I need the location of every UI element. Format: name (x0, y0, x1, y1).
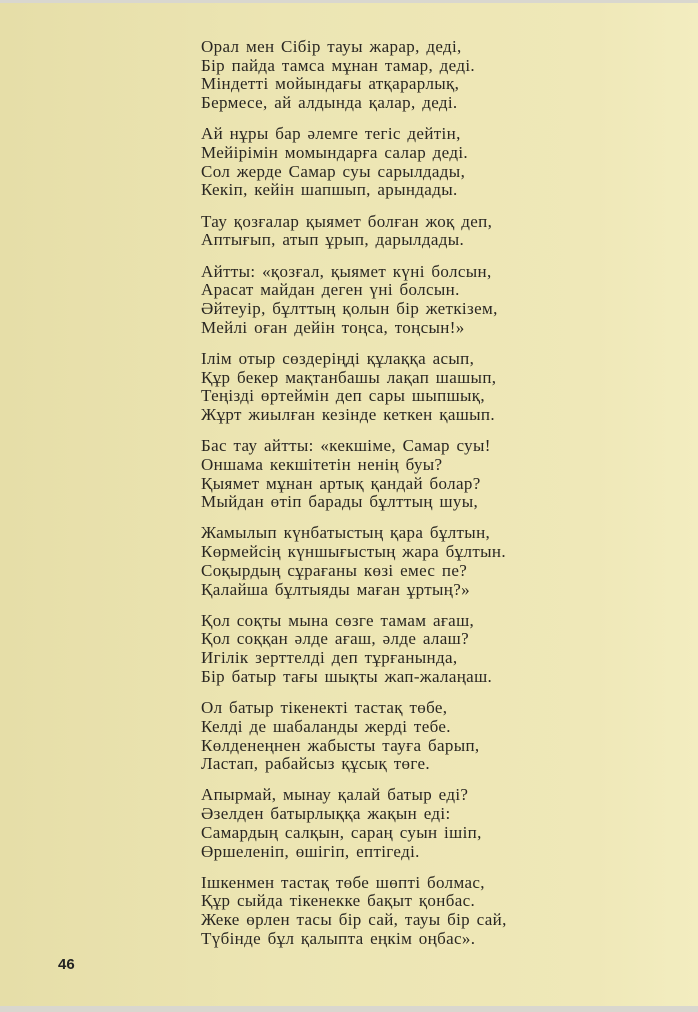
poem-line: Жеке өрлен тасы бір сай, тауы бір сай, (201, 910, 507, 930)
stanza (201, 263, 507, 338)
poem-line: Бір батыр тағы шықты жап-жалаңаш. (201, 666, 493, 686)
stanza (201, 612, 507, 687)
stanza (201, 786, 507, 861)
poem-line: Қыямет мұнан артық қандай болар? (201, 473, 481, 493)
poem-text (201, 38, 507, 961)
poem-line: Өршеленіп, өшігіп, ептігеді. (201, 841, 420, 861)
poem-line: Соқырдың сұрағаны көзі емес пе? (201, 560, 468, 580)
poem-line: Арасат майдан деген үні болсын. (201, 280, 460, 300)
stanza (201, 350, 507, 425)
poem-line: Жамылып күнбатыстың қара бұлтын, (201, 523, 491, 543)
poem-line: Мейлі оған дейін тоңса, тоңсын!» (201, 317, 465, 337)
poem-line: Мыйдан өтіп барады бұлттың шуы, (201, 492, 479, 512)
stanza (201, 874, 507, 949)
stanza (201, 125, 507, 200)
poem-line: Кекіп, кейін шапшып, арындады. (201, 180, 458, 200)
poem-line: Әйтеуір, бұлттың қолын бір жеткізем, (201, 298, 498, 318)
poem-line: Оншама кекшітетін ненің буы? (201, 454, 443, 474)
poem-line: Қалайша бұлтыяды маған ұртың?» (201, 579, 470, 599)
stanza (201, 38, 507, 113)
book-page (0, 3, 698, 1006)
poem-line: Ілім отыр сөздеріңді құлаққа асып, (201, 348, 475, 368)
poem-line: Ай нұры бар әлемге тегіс дейтін, (201, 124, 461, 144)
stanza (201, 699, 507, 774)
poem-line: Жұрт жиылған кезінде кеткен қашып. (201, 404, 495, 424)
poem-line: Көлденеңнен жабысты тауға барып, (201, 735, 480, 755)
poem-line: Аптығып, атып ұрып, дарылдады. (201, 230, 465, 250)
poem-line: Қол соқты мына сөзге тамам ағаш, (201, 610, 475, 630)
poem-line: Ішкенмен тастақ төбе шөпті болмас, (201, 872, 485, 892)
poem-line: Самардың салқын, сараң суын ішіп, (201, 822, 482, 842)
stanza (201, 213, 507, 250)
poem-line: Теңізді өртеймін деп сары шыпшық, (201, 386, 486, 406)
poem-line: Бас тау айтты: «кекшіме, Самар суы! (201, 436, 491, 456)
page-number: 46 (58, 956, 75, 973)
poem-line: Тау қозғалар қыямет болған жоқ деп, (201, 211, 493, 231)
poem-line: Мейірімін момындарға салар деді. (201, 143, 469, 163)
poem-line: Бір пайда тамса мұнан тамар, деді. (201, 55, 476, 75)
poem-line: Орал мен Сібір тауы жарар, деді, (201, 37, 462, 56)
poem-line: Ол батыр тікенекті тастақ төбе, (201, 698, 448, 718)
poem-line: Қол соққан әлде ағаш, әлде алаш? (201, 629, 469, 649)
poem-line: Көрмейсің күншығыстың жара бұлтын. (201, 542, 506, 562)
poem-line: Айтты: «қозғал, қыямет күні болсын, (201, 261, 492, 281)
stanza (201, 524, 507, 599)
poem-line: Сол жерде Самар суы сарылдады, (201, 161, 466, 181)
poem-line: Бермесе, ай алдында қалар, деді. (201, 93, 458, 113)
poem-line: Құр сыйда тікенекке бақыт қонбас. (201, 891, 476, 911)
poem-line: Міндетті мойындағы атқарарлық, (201, 74, 460, 94)
poem-line: Түбінде бұл қалыпта еңкім оңбас». (201, 928, 476, 948)
stanza (201, 437, 507, 512)
poem-line: Құр бекер мақтанбашы лақап шашып, (201, 367, 497, 387)
poem-line: Игілік зерттелді деп тұрғанында, (201, 648, 458, 668)
poem-line: Әзелден батырлыққа жақын еді: (201, 804, 451, 824)
poem-line: Апырмай, мынау қалай батыр еді? (201, 785, 469, 805)
poem-line: Ластап, рабайсыз құсық төге. (201, 754, 430, 774)
poem-line: Келді де шабаланды жерді тебе. (201, 716, 451, 736)
